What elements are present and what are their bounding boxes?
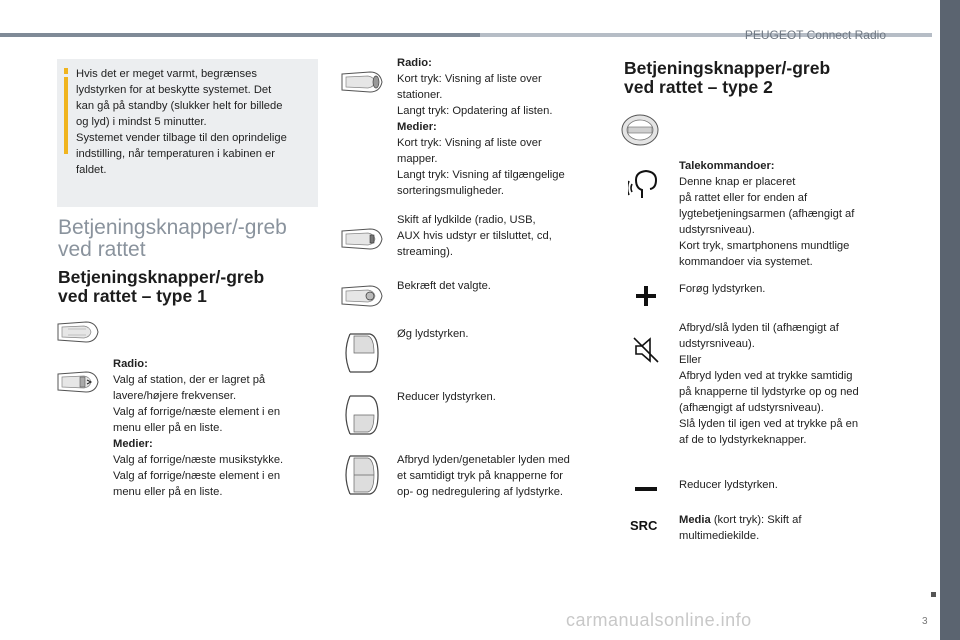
voice-command-icon (628, 168, 664, 202)
type2-vol-down: Reducer lydstyrken. (679, 479, 778, 491)
type2-media: Media (kort tryk): Skift af multimediekilde. (679, 514, 802, 542)
middle-source: Skift af lydkilde (radio, USB, AUX hvis udstyr er tilsluttet, cd, streaming). (397, 214, 552, 258)
type2-vol-up: Forøg lydstyrken. (679, 283, 766, 295)
type2-voice: Talekommandoer: Denne knap er placeret på rattet eller for enden af lygtebetjeningsarmen (afhængigt af udstyrsniveau). Kort tryk, smartphonens mundtlige kommandoer via systemet. (679, 160, 855, 268)
page-number: 3 (922, 616, 928, 627)
mute-control-icon (340, 452, 384, 498)
watermark: carmanualsonline.info (566, 610, 752, 630)
type2-title: Betjeningsknapper/-greb ved rattet – type 2 (624, 58, 831, 97)
side-tab (940, 0, 960, 640)
plus-icon (635, 285, 657, 307)
type1-title: Betjeningsknapper/-greb ved rattet – type 1 (58, 267, 265, 306)
stalk-source-icon (340, 227, 384, 251)
steering-stalk-icon (56, 320, 100, 344)
minus-icon (634, 485, 658, 493)
src-icon: SRC (630, 518, 658, 533)
volume-up-control-icon (340, 330, 384, 376)
top-rule (0, 33, 480, 37)
middle-vol-up: Øg lydstyrken. (397, 328, 469, 340)
stalk-wheel-icon (56, 370, 100, 394)
mute-speaker-icon (632, 336, 660, 364)
middle-radio-media: Radio: Kort tryk: Visning af liste over stationer. Langt tryk: Opdatering af listen. Medier: Kort tryk: Visning af liste over mapper. Langt tryk: Visning af tilgængelige sorteringsmuligheder. (397, 57, 565, 197)
stalk-end-button-icon (340, 70, 384, 94)
middle-mute: Afbryd lyden/genetabler lyden med et samtidigt tryk på knapperne for op- og nedregulering af lydstyrke. (397, 454, 570, 498)
type2-mute: Afbryd/slå lyden til (afhængigt af udstyrsniveau). Eller Afbryd lyden ved at trykke samtidig på knapperne til lydstyrke op og ned (afhængigt af udstyrsniveau). Slå lyden til igen ved at trykke på en af de to lydstyrkeknapper. (679, 322, 859, 446)
page-dot (931, 592, 936, 597)
info-note (57, 59, 318, 207)
info-note-text: Hvis det er meget varmt, begrænses lydstyrken for at beskytte systemet. Det kan gå på standby (slukker helt for billede og lyd) i mindst 5 minutter. Systemet vender tilbage til den oprindelige indstilling, når temperaturen i kabinen er faldet. (76, 68, 287, 176)
volume-down-control-icon (340, 392, 384, 438)
section-title: Betjeningsknapper/-greb ved rattet (58, 216, 287, 261)
steering-wheel-icon (620, 113, 660, 147)
info-icon (64, 68, 68, 74)
info-bar (64, 77, 68, 154)
type1-description: Radio: Valg af station, der er lagret på lavere/højere frekvenser. Valg af forrige/næste element i en menu eller på en liste. Medier: Valg af forrige/næste musikstykke. Valg af forrige/næste element i en menu eller på en liste. (113, 358, 284, 498)
stalk-confirm-icon (340, 284, 384, 308)
middle-confirm: Bekræft det valgte. (397, 280, 491, 292)
header-title: PEUGEOT Connect Radio (744, 28, 886, 42)
middle-vol-down: Reducer lydstyrken. (397, 391, 496, 403)
